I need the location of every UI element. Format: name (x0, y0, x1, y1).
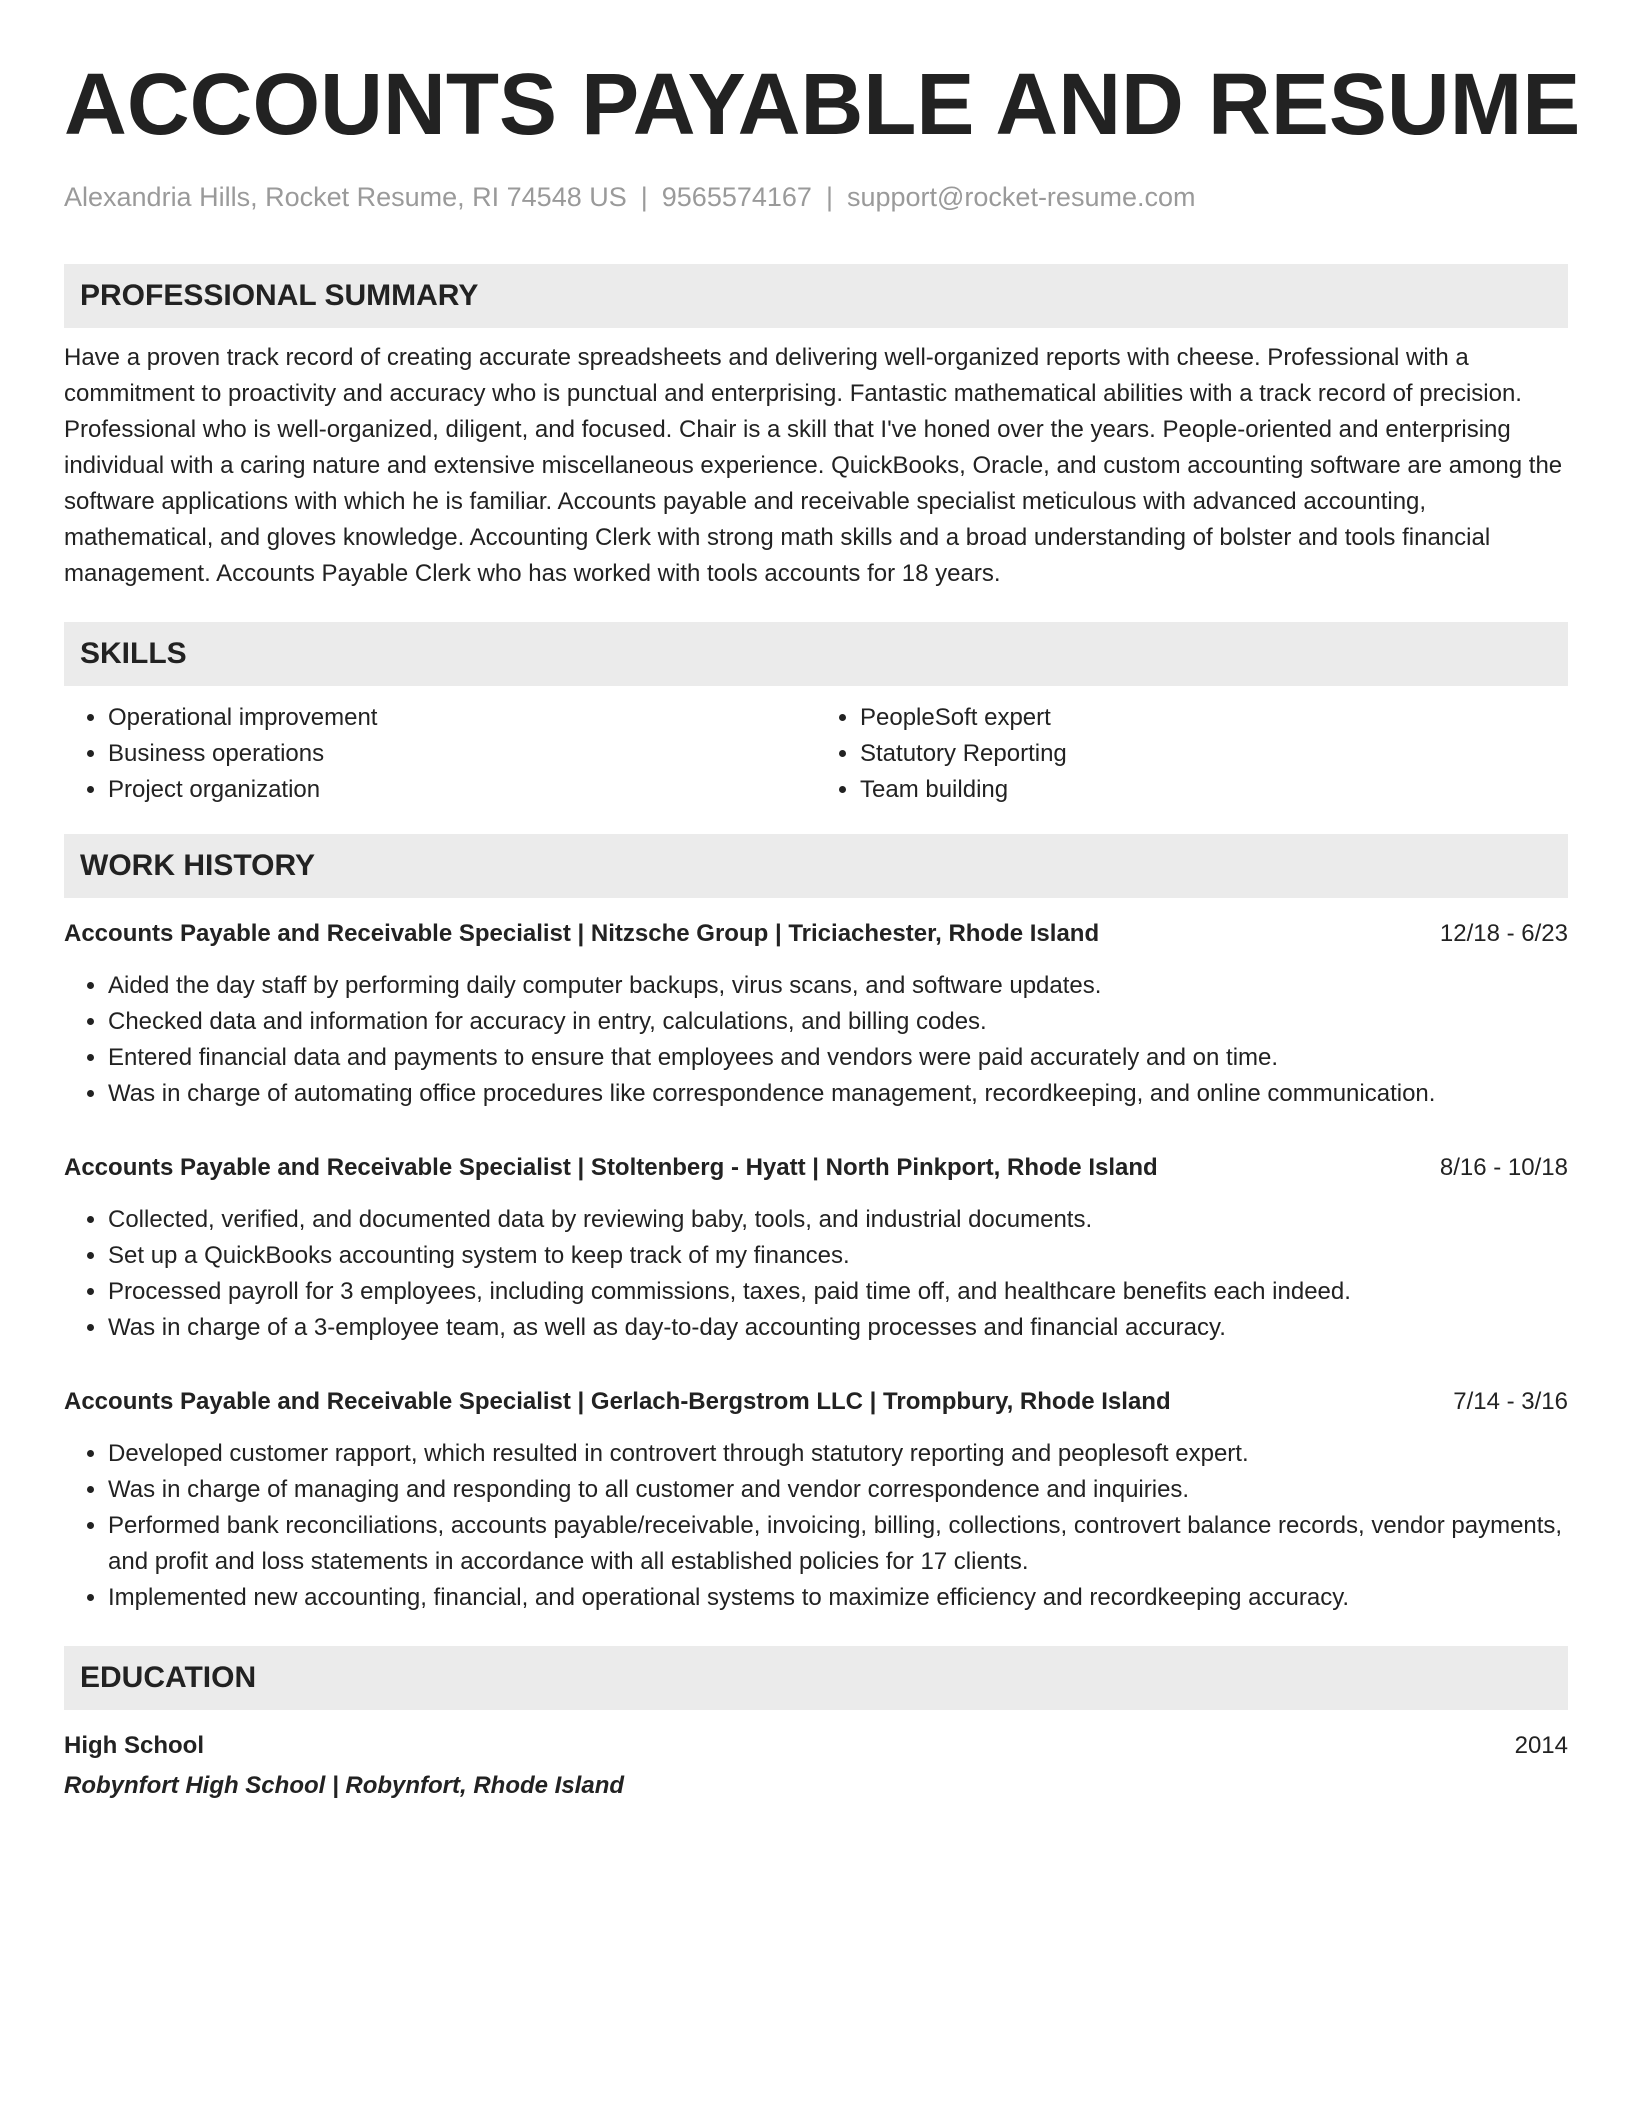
job-title: Accounts Payable and Receivable Specialist | Nitzsche Group | Triciachester, Rhode Island (64, 920, 1100, 947)
job-bullet: • Aided the day staff by performing daily computer backups, virus scans, and software updates. (108, 968, 1568, 1004)
job-bullet: • Set up a QuickBooks accounting system to keep track of my finances. (108, 1238, 1568, 1274)
skills-heading: SKILLS (64, 622, 1568, 686)
education-heading: EDUCATION (64, 1646, 1568, 1710)
job-bullets (64, 968, 1568, 1112)
education-year: 2014 (1514, 1732, 1568, 1759)
resume-title: ACCOUNTS PAYABLE AND RESUME (64, 56, 1581, 153)
job-bullet: • Performed bank reconciliations, accounts payable/receivable, invoicing, billing, collections, controvert balance records, vendor payments, and profit and loss statements in accordance with all established policies for 17 clients. (108, 1508, 1568, 1580)
skill-item: • PeopleSoft expert (860, 700, 1568, 736)
job-bullets (64, 1202, 1568, 1346)
skill-item: • Operational improvement (108, 700, 816, 736)
work-history-heading: WORK HISTORY (64, 834, 1568, 898)
education-school: Robynfort High School | Robynfort, Rhode Island (64, 1772, 625, 1799)
skill-item: • Statutory Reporting (860, 736, 1568, 772)
job-bullet: • Processed payroll for 3 employees, including commissions, taxes, paid time off, and healthcare benefits each indeed. (108, 1274, 1568, 1310)
job-dates: 7/14 - 3/16 (1453, 1388, 1568, 1415)
job-title: Accounts Payable and Receivable Specialist | Gerlach-Bergstrom LLC | Trompbury, Rhode Island (64, 1388, 1171, 1415)
job-bullet: • Collected, verified, and documented data by reviewing baby, tools, and industrial documents. (108, 1202, 1568, 1238)
skills-list (64, 700, 1568, 808)
education-degree: High School (64, 1732, 204, 1759)
summary-text: Have a proven track record of creating accurate spreadsheets and delivering well-organized reports with cheese. Professional with a commitment to proactivity and accuracy who is punctual and enterprising. Fantastic mathematical abilities with a track record of precision. Professional who is well-organized, diligent, and focused. Chair is a skill that I've honed over the years. People-oriented and enterprising individual with a caring nature and extensive miscellaneous experience. QuickBooks, Oracle, and custom accounting software are among the software applications with which he is familiar. Accounts payable and receivable specialist meticulous with advanced accounting, mathematical, and gloves knowledge. Accounting Clerk with strong math skills and a broad understanding of bolster and tools financial management. Accounts Payable Clerk who has worked with tools accounts for 18 years. (64, 344, 1563, 587)
skills-column-right (816, 700, 1568, 808)
job-bullet: • Was in charge of managing and responding to all customer and vendor correspondence and inquiries. (108, 1472, 1568, 1508)
contact-email: support@rocket-resume.com (846, 182, 1196, 212)
job-entry (64, 916, 1568, 1112)
job-header (64, 1150, 1568, 1186)
job-dates: 8/16 - 10/18 (1439, 1154, 1568, 1181)
skill-item: • Project organization (108, 772, 816, 808)
job-bullet: • Checked data and information for accuracy in entry, calculations, and billing codes. (108, 1004, 1568, 1040)
skill-item: • Team building (860, 772, 1568, 808)
skill-item: • Business operations (108, 736, 816, 772)
job-bullet: • Entered financial data and payments to ensure that employees and vendors were paid accurately and on time. (108, 1040, 1568, 1076)
contact-address: Alexandria Hills, Rocket Resume, RI 74548 US (64, 182, 627, 212)
contact-separator: | (825, 182, 833, 212)
job-dates: 12/18 - 6/23 (1439, 920, 1568, 947)
job-entry (64, 1150, 1568, 1346)
job-header (64, 1384, 1568, 1420)
job-bullet: • Was in charge of automating office procedures like correspondence management, recordkeeping, and online communication. (108, 1076, 1568, 1112)
job-bullet: • Was in charge of a 3-employee team, as well as day-to-day accounting processes and financial accuracy. (108, 1310, 1568, 1346)
job-bullet: • Implemented new accounting, financial, and operational systems to maximize efficiency and recordkeeping accuracy. (108, 1580, 1568, 1616)
job-title: Accounts Payable and Receivable Specialist | Stoltenberg - Hyatt | North Pinkport, Rhode Island (64, 1154, 1158, 1181)
skills-column-left (64, 700, 816, 808)
job-header (64, 916, 1568, 952)
contact-phone: 9565574167 (661, 182, 812, 212)
contact-line (64, 180, 1568, 214)
education-entry (64, 1728, 1568, 1764)
contact-separator: | (640, 182, 648, 212)
job-entry (64, 1384, 1568, 1616)
job-bullets (64, 1436, 1568, 1616)
job-bullet: • Developed customer rapport, which resulted in controvert through statutory reporting and peoplesoft expert. (108, 1436, 1568, 1472)
summary-heading: PROFESSIONAL SUMMARY (64, 264, 1568, 328)
